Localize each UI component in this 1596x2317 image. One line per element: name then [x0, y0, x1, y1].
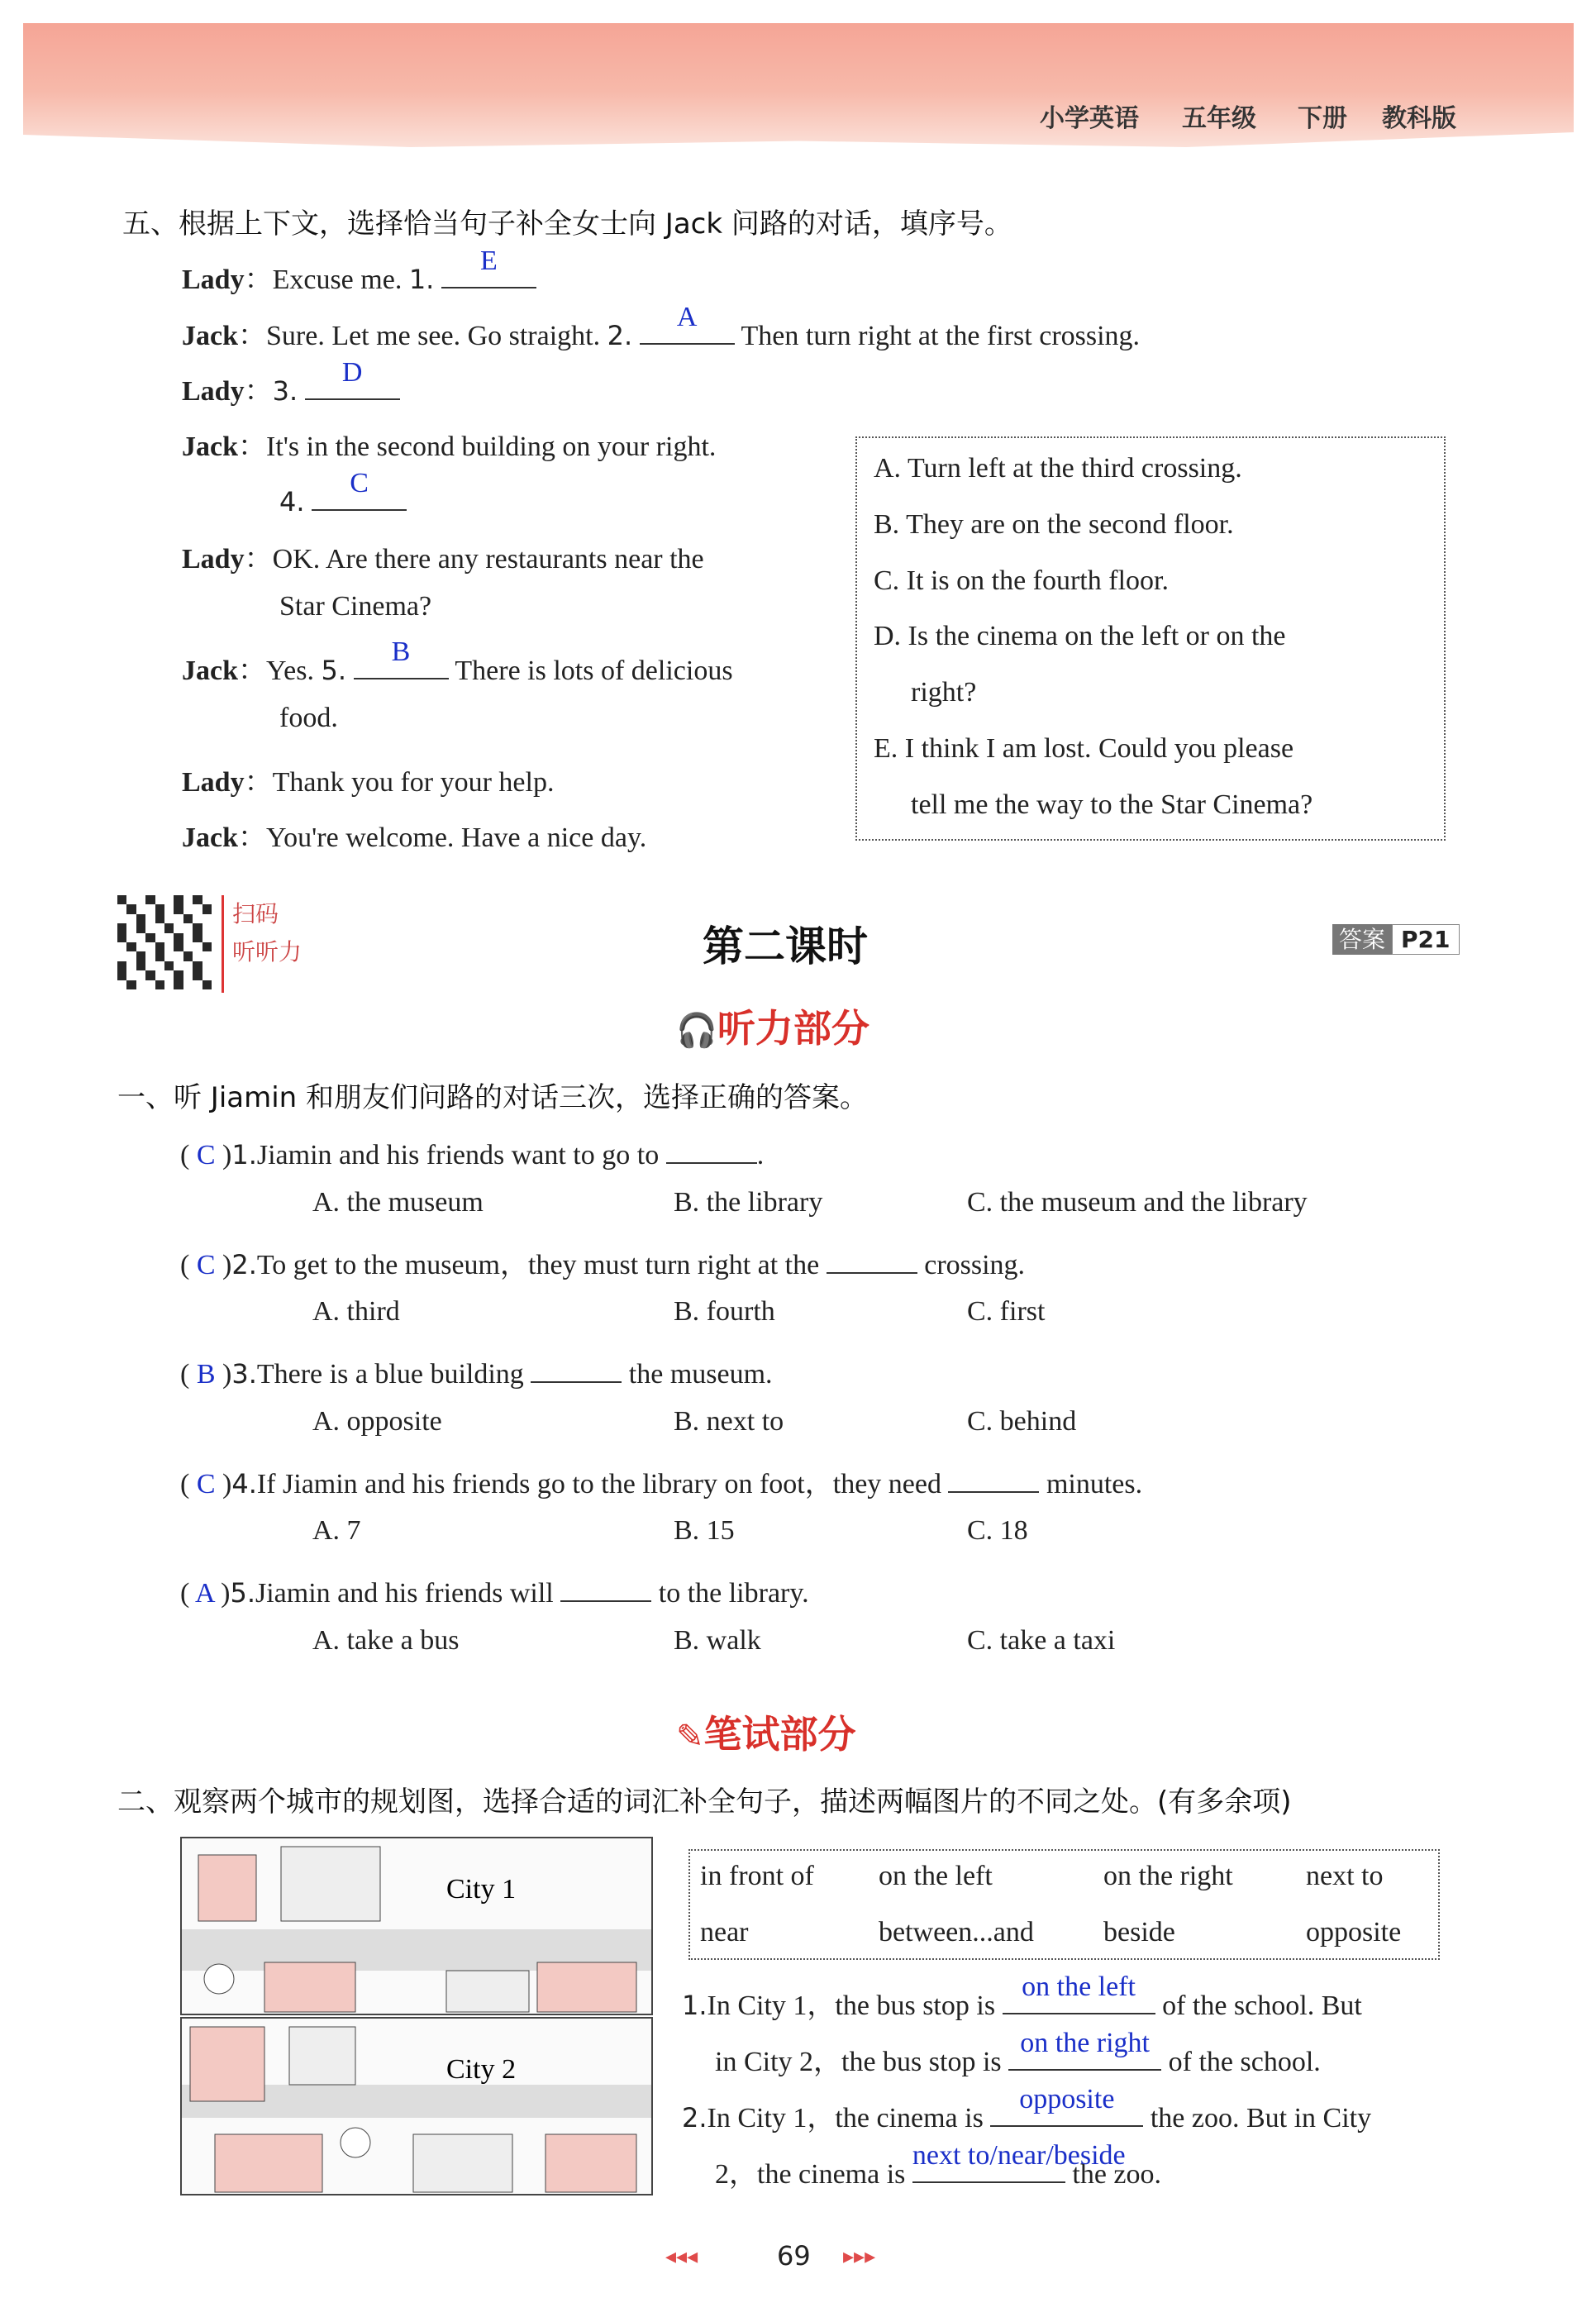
- dialog-line: [182, 423, 716, 464]
- qr-cell: [183, 970, 193, 980]
- qr-cell: [164, 914, 174, 923]
- qr-cell: [164, 970, 174, 980]
- answer-text: opposite: [1019, 2084, 1115, 2114]
- qr-cell: [126, 914, 136, 923]
- qr-cell: [202, 961, 212, 970]
- mc-option[interactable]: C. behind: [967, 1406, 1077, 1437]
- city2-shop: [190, 2027, 264, 2101]
- word-option: on the left: [879, 1861, 993, 1891]
- mc-option[interactable]: C. first: [967, 1296, 1046, 1327]
- qr-cell: [126, 961, 136, 970]
- mc-option[interactable]: A. third: [312, 1296, 400, 1327]
- option-item: tell me the way to the Star Cinema?: [911, 789, 1313, 820]
- fill-blank[interactable]: [827, 1242, 917, 1274]
- mc-option[interactable]: C. 18: [967, 1515, 1028, 1546]
- listening-title: 一、听 Jiamin 和朋友们问路的对话三次，选择正确的答案。: [117, 1081, 869, 1114]
- writing-heading-text: 笔试部分: [703, 1712, 856, 1757]
- qr-cell: [164, 904, 174, 913]
- mc-question: [180, 1132, 764, 1171]
- qr-cell: [145, 942, 155, 951]
- answer-blank[interactable]: [354, 636, 449, 679]
- fill-blank[interactable]: [560, 1571, 651, 1602]
- question-number: 1.: [408, 264, 435, 295]
- writing-line: [715, 2028, 1321, 2079]
- qr-cell: [174, 904, 183, 913]
- qr-cell: [136, 904, 145, 913]
- qr-cell: [126, 980, 136, 989]
- qr-cell: [174, 933, 183, 942]
- paren-close: ): [213, 1578, 231, 1609]
- qr-cell: [117, 970, 126, 980]
- qr-cell: [155, 951, 164, 961]
- listening-heading: [676, 999, 869, 1053]
- qr-cell: [117, 961, 126, 970]
- scan-line2: 听听力: [232, 938, 303, 965]
- speaker-name: Jack: [182, 321, 238, 351]
- mc-option[interactable]: C. the museum and the library: [967, 1187, 1308, 1218]
- mc-question: [180, 1571, 809, 1609]
- qr-cell: [117, 923, 126, 932]
- qr-cell: [174, 951, 183, 961]
- qr-cell: [155, 895, 164, 904]
- city1-mall: [281, 1847, 380, 1921]
- question-number: 1.: [682, 1990, 707, 2021]
- answer-text: D: [341, 357, 363, 388]
- dialog-line: [279, 703, 338, 734]
- speaker-colon: ：: [238, 321, 266, 351]
- city1-cinema: [537, 1962, 636, 2012]
- qr-cell: [117, 942, 126, 951]
- dialog-line: [182, 302, 1141, 353]
- qr-cell: [193, 923, 202, 932]
- qr-cell: [174, 980, 183, 989]
- dialog-line: [182, 759, 554, 799]
- qr-cell: [183, 904, 193, 913]
- word-option: between...and: [879, 1917, 1034, 1948]
- mc-question: [180, 1242, 1025, 1282]
- city1-map: [180, 1837, 653, 2015]
- mc-answer: C: [196, 1469, 216, 1499]
- writing-line: [682, 1971, 1362, 2023]
- qr-cell: [136, 933, 145, 942]
- speaker-name: Lady: [182, 265, 245, 295]
- fill-blank[interactable]: [666, 1132, 757, 1164]
- answer-text: A: [676, 302, 698, 332]
- mc-option[interactable]: C. take a taxi: [967, 1625, 1116, 1656]
- options-box: [855, 436, 1446, 841]
- paren-close: ): [215, 1250, 232, 1280]
- mc-answer: A: [194, 1578, 214, 1609]
- qr-cell: [145, 951, 155, 961]
- writing-line: [682, 2084, 1372, 2135]
- qr-cell: [174, 942, 183, 951]
- qr-cell: [117, 933, 126, 942]
- qr-cell: [164, 933, 174, 942]
- paren-close: ): [215, 1469, 232, 1499]
- fill-blank[interactable]: [531, 1352, 622, 1383]
- qr-cell: [136, 970, 145, 980]
- writing-text: in City 2，the bus stop is: [715, 2047, 1009, 2077]
- speaker-colon: ：: [244, 265, 273, 295]
- answer-text: C: [350, 468, 369, 498]
- word-option: opposite: [1306, 1917, 1402, 1948]
- qr-cell: [126, 951, 136, 961]
- qr-cell: [136, 942, 145, 951]
- qr-cell: [164, 942, 174, 951]
- qr-cell: [183, 923, 193, 932]
- question-stem: crossing.: [917, 1250, 1026, 1280]
- city1-bus-stop: [204, 1964, 234, 1994]
- answer-text: E: [479, 246, 498, 276]
- speaker-name: Jack: [182, 656, 238, 686]
- speaker-name: Lady: [182, 767, 245, 798]
- question-stem: To get to the museum，they must turn right at the: [256, 1250, 827, 1280]
- city2-school: [215, 2134, 322, 2192]
- dialog-line: [279, 468, 407, 518]
- qr-cell: [193, 933, 202, 942]
- qr-cell: [136, 980, 145, 989]
- writing-heading: [676, 1704, 856, 1759]
- question-number: 4.: [279, 486, 305, 517]
- header-edition: 教科版: [1382, 104, 1456, 133]
- paren-open: (: [180, 1359, 197, 1390]
- qr-cell: [174, 914, 183, 923]
- question-number: 5.: [230, 1577, 255, 1609]
- paren-close: ): [215, 1359, 232, 1390]
- writing-line: [715, 2140, 1162, 2191]
- question-number: 2.: [231, 1249, 257, 1280]
- qr-cell: [117, 904, 126, 913]
- answer-blank[interactable]: [1008, 2028, 1161, 2071]
- qr-cell: [155, 980, 164, 989]
- paren-open: (: [180, 1469, 197, 1499]
- question-number: 1.: [231, 1139, 257, 1170]
- header-grade: 五年级: [1182, 104, 1256, 133]
- qr-cell: [164, 923, 174, 932]
- option-item: B. They are on the second floor.: [874, 509, 1234, 540]
- qr-cell: [145, 904, 155, 913]
- qr-cell: [183, 933, 193, 942]
- qr-cell: [183, 895, 193, 904]
- mc-answer: B: [196, 1359, 216, 1390]
- next-arrows-icon: ▸▸▸: [843, 2244, 876, 2268]
- qr-cell: [117, 914, 126, 923]
- header-term: 下册: [1298, 104, 1347, 133]
- qr-cell: [193, 895, 202, 904]
- answer-text: B: [391, 636, 411, 667]
- mc-option[interactable]: A. the museum: [312, 1187, 484, 1218]
- answer-blank[interactable]: [441, 246, 536, 288]
- option-item: E. I think I am lost. Could you please: [874, 733, 1294, 764]
- word-option: in front of: [700, 1861, 814, 1891]
- qr-cell: [145, 923, 155, 932]
- qr-cell: [145, 933, 155, 942]
- qr-cell: [117, 895, 126, 904]
- word-option: next to: [1306, 1861, 1384, 1891]
- header-subject: 小学英语: [1040, 104, 1139, 133]
- qr-cell: [174, 895, 183, 904]
- qr-cell: [164, 980, 174, 989]
- writing-text: the zoo. But in City: [1143, 2103, 1372, 2133]
- answer-page: P21: [1392, 924, 1460, 955]
- dialog-text: Star Cinema?: [279, 591, 432, 622]
- qr-cell: [145, 914, 155, 923]
- qr-cell: [145, 895, 155, 904]
- speaker-colon: ：: [244, 767, 273, 798]
- fill-blank[interactable]: [948, 1461, 1039, 1493]
- qr-cell: [183, 961, 193, 970]
- qr-cell: [126, 904, 136, 913]
- word-box: [688, 1849, 1440, 1960]
- scan-hint: [222, 895, 323, 993]
- question-number: 5.: [321, 655, 347, 686]
- paren-close: ): [215, 1140, 232, 1170]
- question-stem: Jiamin and his friends will: [255, 1578, 561, 1609]
- qr-cell: [126, 895, 136, 904]
- listening-heading-text: 听力部分: [717, 1006, 869, 1051]
- speaker-colon: ：: [238, 656, 266, 686]
- qr-cell: [136, 961, 145, 970]
- writing-text: In City 1，the cinema is: [707, 2103, 991, 2133]
- qr-cell: [174, 970, 183, 980]
- qr-cell: [155, 904, 164, 913]
- word-option: near: [700, 1917, 749, 1948]
- answer-blank[interactable]: [990, 2084, 1143, 2127]
- paren-open: (: [180, 1250, 197, 1280]
- dialog-text: Yes.: [266, 656, 322, 686]
- qr-cell: [202, 923, 212, 932]
- option-item: D. Is the cinema on the left or on the: [874, 621, 1286, 651]
- qr-cell: [193, 970, 202, 980]
- writing-text: In City 1，the bus stop is: [707, 1990, 1003, 2021]
- qr-cell: [164, 895, 174, 904]
- qr-cell: [164, 951, 174, 961]
- qr-cell: [183, 914, 193, 923]
- qr-cell: [136, 914, 145, 923]
- qr-cell: [193, 942, 202, 951]
- city2-label: City 2: [446, 2054, 517, 2085]
- dialog-text: You're welcome. Have a nice day.: [266, 822, 647, 853]
- writing-text: of the school. But: [1155, 1990, 1362, 2021]
- qr-cell: [164, 961, 174, 970]
- question-stem: the museum.: [622, 1359, 773, 1390]
- question-stem: There is a blue building: [256, 1359, 531, 1390]
- dialog-text: Then turn right at the first crossing.: [734, 321, 1141, 351]
- page-number: 69: [777, 2240, 811, 2272]
- option-item: right?: [911, 677, 977, 708]
- question-number: 2.: [607, 320, 633, 351]
- dialog-line: [182, 636, 733, 688]
- speaker-colon: ：: [244, 376, 273, 407]
- city2-hospital: [289, 2027, 355, 2085]
- qr-cell: [193, 904, 202, 913]
- paren-open: (: [180, 1578, 195, 1609]
- qr-cell: [193, 961, 202, 970]
- qr-cell: [202, 970, 212, 980]
- option-item: C. It is on the fourth floor.: [874, 565, 1169, 596]
- speaker-name: Jack: [182, 822, 238, 853]
- scan-line1: 扫码: [232, 900, 279, 927]
- dialog-text: Sure. Let me see. Go straight.: [266, 321, 607, 351]
- writing-text: 2，the cinema is: [715, 2159, 912, 2190]
- question-number: 3.: [231, 1358, 257, 1390]
- answer-text: on the left: [1022, 1971, 1136, 2002]
- qr-cell: [155, 933, 164, 942]
- qr-cell: [202, 895, 212, 904]
- qr-cell: [202, 904, 212, 913]
- qr-cell: [126, 923, 136, 932]
- qr-cell: [183, 951, 193, 961]
- dialog-text: Excuse me.: [272, 265, 409, 295]
- mc-question: [180, 1352, 773, 1390]
- qr-cell: [155, 914, 164, 923]
- qr-cell: [174, 923, 183, 932]
- speaker-name: Lady: [182, 544, 245, 574]
- headphones-icon: 🎧: [676, 1012, 717, 1050]
- qr-cell: [174, 961, 183, 970]
- answer-blank[interactable]: [305, 357, 400, 400]
- pencil-icon: ✎: [676, 1718, 704, 1756]
- word-option: beside: [1103, 1917, 1175, 1948]
- qr-cell: [145, 970, 155, 980]
- qr-cell: [202, 951, 212, 961]
- qr-cell: [126, 933, 136, 942]
- writing-title: 二、观察两个城市的规划图，选择合适的词汇补全句子，描述两幅图片的不同之处。(有多余项): [117, 1785, 1292, 1819]
- mc-option[interactable]: B. 15: [674, 1515, 735, 1546]
- answer-tag-label: 答案: [1332, 924, 1392, 955]
- answer-tag: [1332, 922, 1460, 955]
- qr-cell: [155, 923, 164, 932]
- paren-open: (: [180, 1140, 197, 1170]
- qr-cell: [145, 961, 155, 970]
- qr-cell: [145, 980, 155, 989]
- dialog-line: [182, 814, 646, 855]
- mc-option[interactable]: A. take a bus: [312, 1625, 460, 1656]
- mc-option[interactable]: B. next to: [674, 1406, 784, 1437]
- qr-cell: [202, 980, 212, 989]
- city2-cinema: [545, 2134, 636, 2192]
- answer-blank[interactable]: [312, 468, 407, 511]
- dialog-text: It's in the second building on your right.: [266, 431, 717, 462]
- dialog-text: Thank you for your help.: [272, 767, 555, 798]
- writing-text: the zoo.: [1065, 2159, 1162, 2190]
- qr-cell: [136, 951, 145, 961]
- question-stem: minutes.: [1039, 1469, 1143, 1499]
- qr-cell: [126, 970, 136, 980]
- question-number: 4.: [231, 1468, 257, 1499]
- city1-label: City 1: [446, 1874, 517, 1905]
- dialog-text: OK. Are there any restaurants near the: [272, 544, 704, 574]
- question-stem: to the library.: [651, 1578, 809, 1609]
- city1-school: [264, 1962, 355, 2012]
- mc-question: [180, 1461, 1142, 1501]
- dialog-line: [182, 357, 400, 408]
- mc-answer: C: [196, 1250, 216, 1280]
- speaker-colon: ：: [238, 431, 266, 462]
- speaker-colon: ：: [238, 822, 266, 853]
- qr-cell: [117, 980, 126, 989]
- option-item: A. Turn left at the third crossing.: [874, 453, 1242, 484]
- city1-hospital: [198, 1855, 256, 1921]
- qr-cell: [193, 914, 202, 923]
- speaker-name: Lady: [182, 376, 245, 407]
- city2-drawing: [182, 2019, 651, 2194]
- qr-code[interactable]: [117, 895, 212, 989]
- mc-option[interactable]: B. fourth: [674, 1296, 775, 1327]
- qr-cell: [193, 980, 202, 989]
- question-number: 2.: [682, 2102, 707, 2133]
- mc-answer: C: [196, 1140, 216, 1170]
- question-stem: .: [756, 1140, 765, 1170]
- section5-title: 五、根据上下文，选择恰当句子补全女士向 Jack 问路的对话，填序号。: [122, 207, 1012, 241]
- qr-cell: [126, 942, 136, 951]
- qr-cell: [155, 970, 164, 980]
- city2-map: [180, 2017, 653, 2195]
- qr-cell: [117, 951, 126, 961]
- mc-option[interactable]: B. the library: [674, 1187, 823, 1218]
- answer-blank[interactable]: [912, 2140, 1126, 2183]
- prev-arrows-icon: ◂◂◂: [665, 2244, 698, 2268]
- speaker-name: Jack: [182, 431, 238, 462]
- question-stem: Jiamin and his friends want to go to: [256, 1140, 666, 1170]
- word-option: on the right: [1103, 1861, 1233, 1891]
- qr-cell: [183, 980, 193, 989]
- answer-blank[interactable]: [640, 302, 735, 345]
- lesson-title: 第二课时: [703, 923, 868, 970]
- question-stem: If Jiamin and his friends go to the library on foot，they need: [256, 1469, 949, 1499]
- dialog-text: There is lots of delicious: [448, 656, 733, 686]
- answer-text: on the right: [1020, 2028, 1151, 2058]
- city2-bus-stop: [341, 2128, 370, 2157]
- mc-option[interactable]: A. opposite: [312, 1406, 442, 1437]
- qr-cell: [155, 942, 164, 951]
- city1-zoo-gate: [446, 1971, 529, 2012]
- qr-cell: [202, 914, 212, 923]
- qr-cell: [155, 961, 164, 970]
- answer-blank[interactable]: [1003, 1971, 1155, 2014]
- writing-text: of the school.: [1161, 2047, 1321, 2077]
- dialog-line: [279, 591, 431, 622]
- qr-cell: [202, 942, 212, 951]
- mc-option[interactable]: A. 7: [312, 1515, 361, 1546]
- dialog-line: [182, 246, 536, 297]
- mc-option[interactable]: B. walk: [674, 1625, 761, 1656]
- qr-cell: [136, 895, 145, 904]
- qr-cell: [183, 942, 193, 951]
- dialog-line: [182, 536, 704, 576]
- city1-drawing: [182, 1838, 651, 2014]
- qr-cell: [136, 923, 145, 932]
- answer-text: next to/near/beside: [912, 2140, 1126, 2171]
- qr-cell: [202, 933, 212, 942]
- speaker-colon: ：: [244, 544, 273, 574]
- city2-zoo: [413, 2134, 512, 2192]
- dialog-text: food.: [279, 703, 338, 733]
- qr-cell: [193, 951, 202, 961]
- question-number: 3.: [272, 375, 298, 407]
